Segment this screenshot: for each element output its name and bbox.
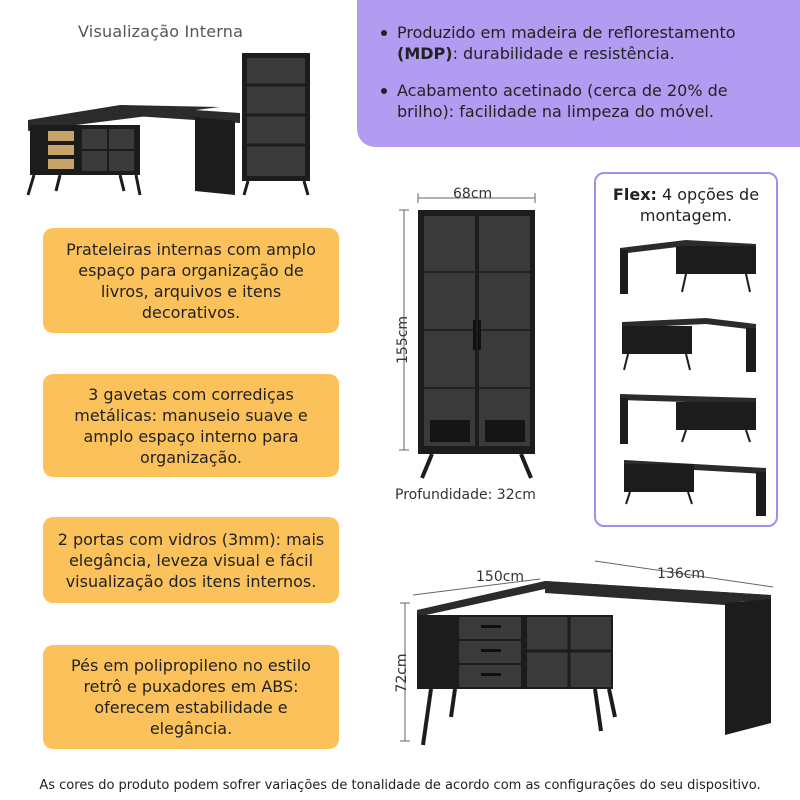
material-info-panel <box>357 0 800 147</box>
desk-height-label: 72cm <box>394 653 410 693</box>
internal-view-illustration <box>20 45 320 200</box>
material-info-item: Produzido em madeira de reflorestamento (MDP): durabilidade e resistência. <box>379 22 776 64</box>
color-disclaimer: As cores do produto podem sofrer variações de tonalidade de acordo com as configurações do seu dispositivo. <box>39 778 761 793</box>
feature-box-doors: 2 portas com vidros (3mm): mais elegância, leveza visual e fácil visualização dos itens internos. <box>43 517 339 603</box>
flex-assembly-option-3 <box>616 386 766 450</box>
flex-assembly-option-2 <box>616 314 766 378</box>
finish-info-item: Acabamento acetinado (cerca de 20% de brilho): facilidade na limpeza do móvel. <box>379 80 776 122</box>
feature-box-drawers: 3 gavetas com corrediças metálicas: manuseio suave e amplo espaço interno para organização. <box>43 374 339 477</box>
flex-options-text: Flex: 4 opções de montagem. <box>612 185 760 225</box>
desk-illustration <box>395 555 785 755</box>
feature-box-feet: Pés em polipropileno no estilo retrô e puxadores em ABS: oferecem estabilidade e elegância. <box>43 645 339 749</box>
desk-width-b-label: 136cm <box>657 566 706 582</box>
cabinet-illustration <box>390 180 590 480</box>
desk-width-a-label: 150cm <box>476 569 525 585</box>
cabinet-depth-label: Profundidade: 32cm <box>395 487 536 503</box>
flex-assembly-option-4 <box>616 456 766 520</box>
feature-box-shelves: Prateleiras internas com amplo espaço para organização de livros, arquivos e itens decorativos. <box>43 228 339 333</box>
flex-options-panel <box>594 172 778 527</box>
flex-assembly-option-1 <box>616 236 766 300</box>
cabinet-height-label: 155cm <box>395 315 411 364</box>
internal-view-title: Visualização Interna <box>78 22 244 41</box>
cabinet-width-label: 68cm <box>453 186 493 202</box>
